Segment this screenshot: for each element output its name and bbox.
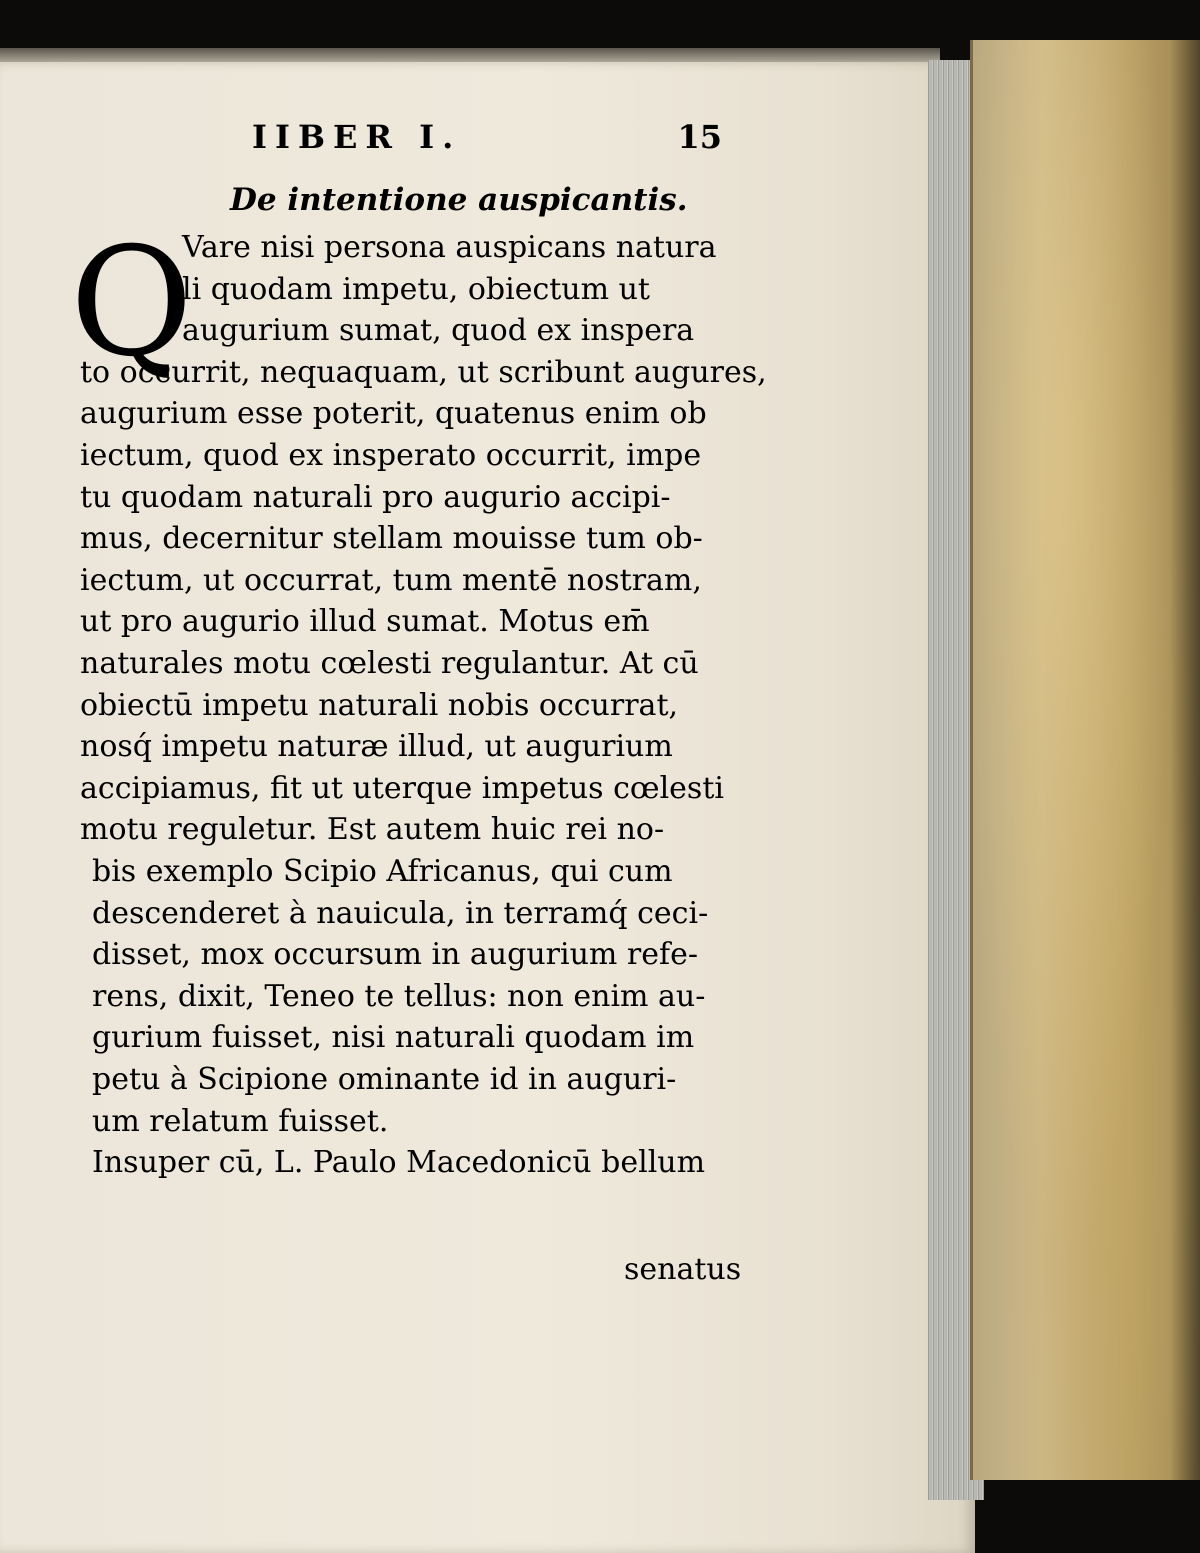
text-line: naturales motu cœlesti regulantur. At cū	[80, 646, 699, 681]
text-line: accipiamus, fit ut uterque impetus cœlesti	[80, 770, 724, 806]
text-line: iectum, quod ex insperato occurrit, impe	[80, 438, 702, 473]
text-line: ut pro augurio illud sumat. Motus em̄	[80, 604, 650, 640]
text-line: nosq́ impetu naturæ illud, ut augurium	[80, 729, 673, 765]
text-line: to occurrit, nequaquam, ut scribunt augures,	[80, 354, 767, 390]
vellum-cover	[970, 40, 1200, 1480]
catchword: senatus	[624, 1252, 742, 1287]
text-line: Vare nisi persona auspicans natura	[182, 230, 717, 265]
running-header	[252, 118, 722, 166]
text-line: petu à Scipione ominante id in auguri-	[92, 1062, 677, 1097]
text-line: augurium esse poterit, quatenus enim ob	[80, 396, 707, 432]
text-line: obiectū impetu naturali nobis occurrat,	[80, 687, 679, 723]
text-line: li quodam impetu, obiectum ut	[182, 271, 650, 307]
text-line: gurium fuisset, nisi naturali quodam im	[92, 1020, 695, 1056]
cover-shadow	[1170, 40, 1200, 1480]
running-head: IIBER I.	[252, 118, 462, 156]
section-title: De intentione auspicantis.	[230, 182, 688, 218]
text-line: rens, dixit, Teneo te tellus: non enim au-	[92, 978, 706, 1014]
text-line: um relatum fuisset.	[92, 1103, 389, 1139]
text-line: iectum, ut occurrat, tum mentē nostram,	[80, 562, 702, 598]
text-line: Insuper cū, L. Paulo Macedonicū bellum	[92, 1145, 706, 1181]
text-line: disset, mox occursum in augurium refe-	[92, 937, 698, 973]
page-number: 15	[677, 118, 722, 156]
text-line: augurium sumat, quod ex inspera	[182, 313, 695, 349]
text-line: tu quodam naturali pro augurio accipi-	[80, 479, 671, 515]
text-line: motu reguletur. Est autem huic rei no-	[80, 812, 665, 848]
drop-cap: Q	[70, 216, 193, 390]
text-line: mus, decernitur stellam mouisse tum ob-	[80, 521, 703, 557]
text-line: bis exemplo Scipio Africanus, qui cum	[92, 854, 673, 889]
text-line: descenderet à nauicula, in terramq́ ceci-	[92, 895, 709, 931]
